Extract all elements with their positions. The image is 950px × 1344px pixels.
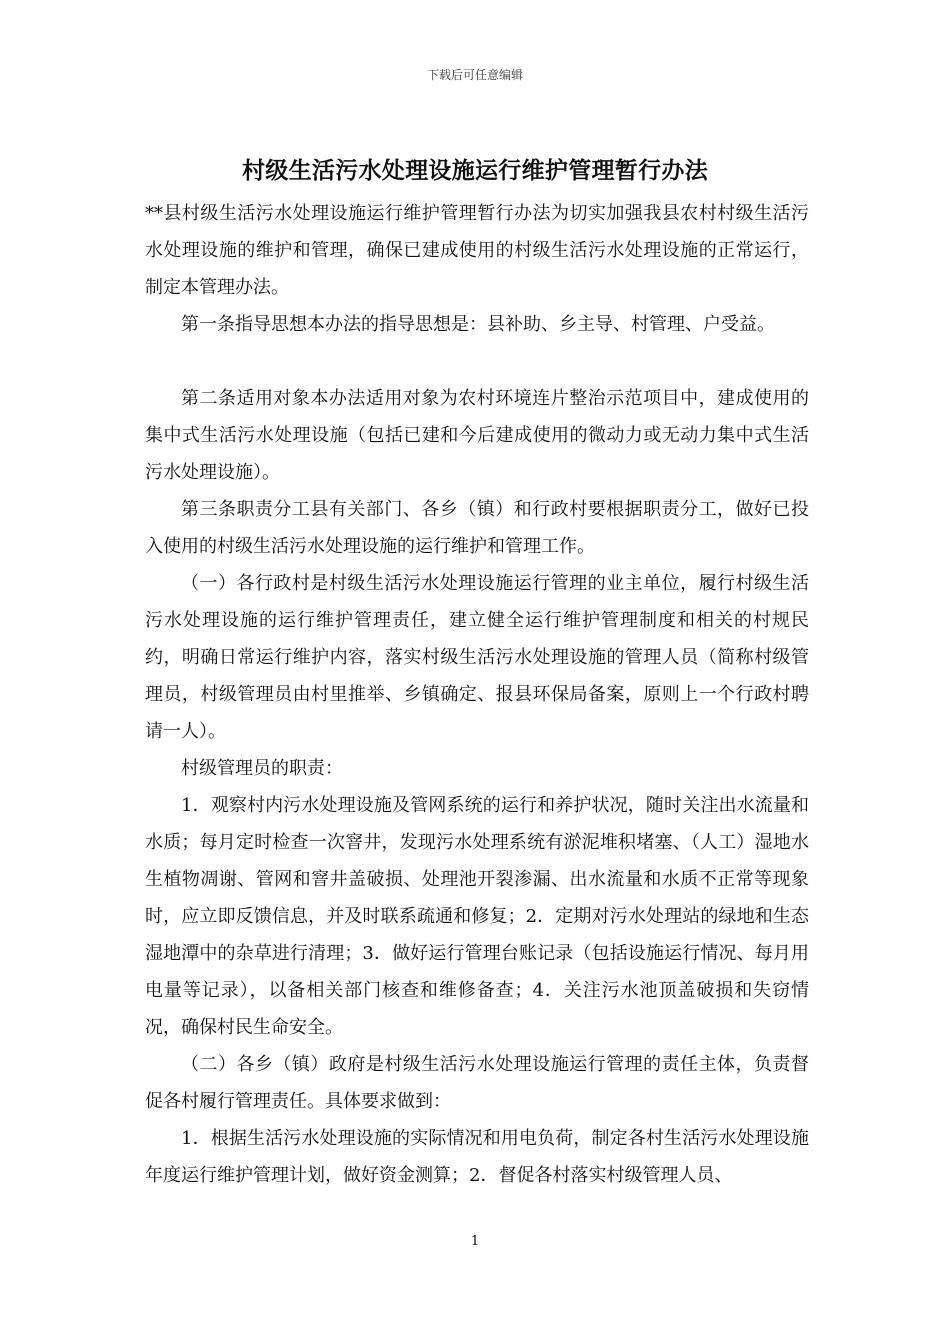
header-note: 下载后可任意编辑	[426, 68, 523, 82]
paragraph-article-3: 第三条职责分工县有关部门、各乡（镇）和行政村要根据职责分工，做好已投入使用的村级生活污水处理设施的运行维护和管理工作。	[145, 499, 809, 557]
document-title: 村级生活污水处理设施运行维护管理暂行办法	[242, 158, 708, 184]
page-number: 1	[470, 1234, 480, 1249]
paragraph-section-1: （一）各行政村是村级生活污水处理设施运行管理的业主单位，履行村级生活污水处理设施的运行维护管理责任，建立健全运行维护管理制度和相关的村规民约，明确日常运行维护内容，落实村级生活污水处理设施的管理人员（简称村级管理员，村级管理员由村里推举、乡镇确定、报县环保局备案，原则上一个行政村聘请一人）。	[145, 573, 809, 742]
paragraph-manager-duties-heading: 村级管理员的职责：	[181, 758, 343, 779]
paragraph-intro: **县村级生活污水处理设施运行维护管理暂行办法为切实加强我县农村村级生活污水处理设施的维护和管理，确保已建成使用的村级生活污水处理设施的正常运行，制定本管理办法。	[145, 203, 809, 298]
paragraph-article-2: 第二条适用对象本办法适用对象为农村环境连片整治示范项目中，建成使用的集中式生活污水处理设施（包括已建和今后建成使用的微动力或无动力集中式生活污水处理设施）。	[145, 388, 809, 483]
paragraph-section-2: （二）各乡（镇）政府是村级生活污水处理设施运行管理的责任主体，负责督促各村履行管理责任。具体要求做到：	[145, 1054, 809, 1112]
document-body	[145, 195, 809, 1194]
paragraph-township-duties: 1．根据生活污水处理设施的实际情况和用电负荷，制定各村生活污水处理设施年度运行维护管理计划，做好资金测算；2．督促各村落实村级管理人员、	[145, 1128, 809, 1186]
paragraph-manager-duties: 1．观察村内污水处理设施及管网系统的运行和养护状况，随时关注出水流量和水质；每月定时检查一次窨井，发现污水处理系统有淤泥堆积堵塞、（人工）湿地水生植物凋谢、管网和窨井盖破损、处理池开裂渗漏、出水流量和水质不正常等现象时，应立即反馈信息，并及时联系疏通和修复；2．定期对污水处理站的绿地和生态湿地潭中的杂草进行清理；3．做好运行管理台账记录（包括设施运行情况、每月用电量等记录），以备相关部门核查和维修备查；4．关注污水池顶盖破损和失窃情况，确保村民生命安全。	[145, 795, 809, 1038]
paragraph-article-1: 第一条指导思想本办法的指导思想是：县补助、乡主导、村管理、户受益。	[181, 314, 775, 335]
